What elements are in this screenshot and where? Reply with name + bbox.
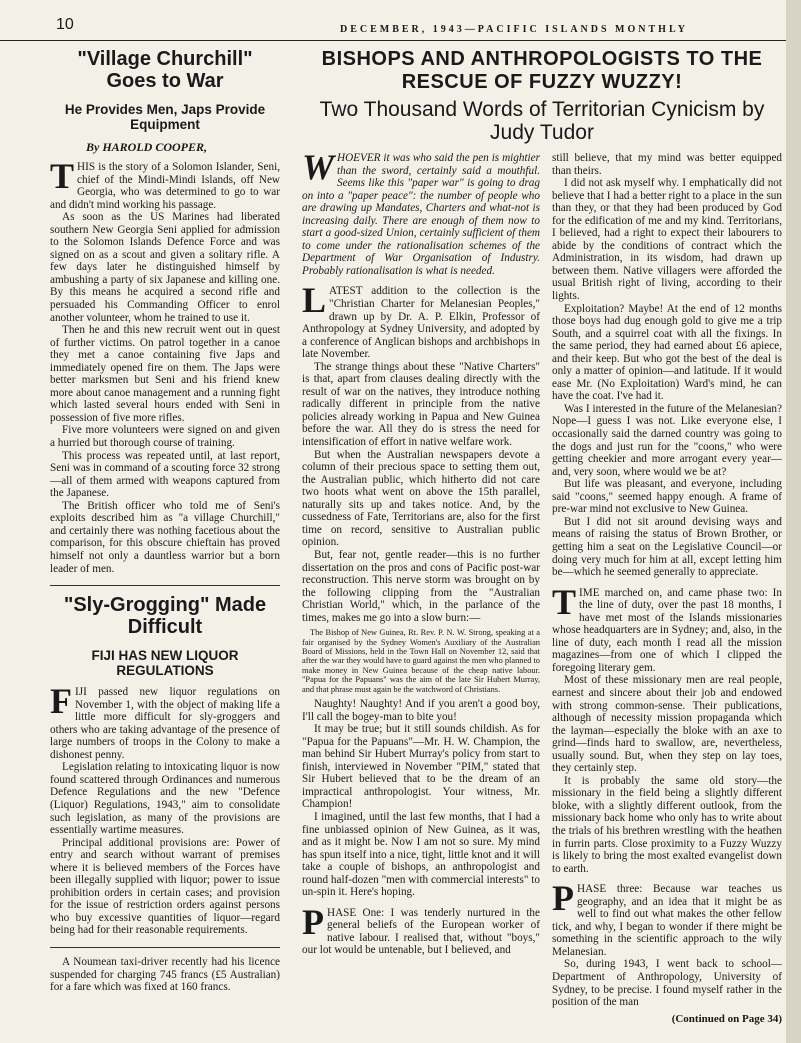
divider [50,585,280,586]
column-left [50,48,280,994]
paragraph: Exploitation? Maybe! At the end of 12 months those boys had dug enough gold to give me a trip South, and a squirrel coat with all the fixings. In the same period, they had earned about £6 apiece, and their keep. But who got the best of the deal is only a matter of opinion—and latitude. If it would ease Mr. (No Exploitation) Ward's mind, he can have the coat. I've had it. [552,302,782,403]
paragraph: But I did not sit around devising ways and means of raising the status of Brown Brother, or getting him a seat on the Legislative Council—or doing very much for him at all, except letting him be—which he seemed generally to appreciate. [552,515,782,579]
running-title: DECEMBER, 1943—PACIFIC ISLANDS MONTHLY [340,24,688,35]
paragraph: The strange things about these "Native Charters" is that, apart from clauses dealing directly with the result of war on the natives, they introduce nothing radically different in principle from the native policies already working in Papua and New Guinea before the war. All they do is stress the need for intensification of effort in native welfare work. [302,360,540,449]
article-title-sly-grogging: "Sly-Grogging" Made Difficult [63,594,267,639]
paragraph: This process was repeated until, at last report, Seni was in command of a scouting force 32 strong—all of them armed with weapons captured from the Japanese. [50,449,280,500]
article-title-village-churchill: "Village Churchill" Goes to War [77,48,253,92]
paragraph: PHASE three: Because war teaches us geography, and an idea that it might be as well to find out what makes the other fellow tick, and why, I began to wonder if there might be something in the scientific approach to the wily Melanesian. [552,878,782,958]
paragraph: Legislation relating to intoxicating liquor is now found scattered through Ordinances and numerous Defence Regulations and the new "Defence (Liquor) Regulations, 1943," aim to consolidate such legislation, as many of the provisions are essentially wartime measures. [50,761,280,837]
headline-title: BISHOPS AND ANTHROPOLOGISTS TO THE RESCUE OF FUZZY WUZZY! [321,48,763,93]
paragraph: I did not ask myself why. I emphatically did not believe that I had a better right to a place in the sun than they, or that they had been produced by God for the edification of me and my kind. Territorians, I believed, had a right to expect their labourers to abide by the conditions of contract which the Administration, in its wisdom, had drawn up between them. Native villagers were afforded the usual British right of living, according to their lights. [552,177,782,303]
paragraph: So, during 1943, I went back to school—Department of Anthropology, University of Sydney, to be precise. I found myself rather in the position of the man [552,958,782,1009]
paragraph: The British officer who told me of Seni's exploits described him as "a village Churchill," and certainly there was nothing facetious about the comparison, for this obscure chieftain has proved himself not only a dauntless warrior but a born leader of men. [50,499,280,575]
paragraph: PHASE One: I was tenderly nurtured in the general beliefs of the European worker of native labour. I realised that, without "boys," our lot would be untenable, but I believed, and [302,901,540,957]
headline-subtitle: Two Thousand Words of Territorian Cynicism by Judy Tudor [319,98,765,144]
paragraph: But, fear not, gentle reader—this is no further dissertation on the pros and cons of Pacific post-war reconstruction. This nerve storm was brought on by the following clipping from the "Australian Christian World," which, in the parlance of the times, makes me go into a slow burn:— [302,548,540,624]
column-right [552,152,782,1025]
page-header [0,14,801,41]
paragraph: THIS is the story of a Solomon Islander, Seni, chief of the Mindi-Mindi Islands, off New Georgia, who was determined to go to war and didn't mind working his passage. [50,156,280,211]
paragraph: But when the Australian newspapers devote a column of their precious space to setting them out, the Australian public, which hitherto did not care two hoots what went on above the 15th parallel, naturally sits up and takes notice. And, by the cussedness of Fate, Territorians are, also for the first time on record, sensitive to Australian public opinion. [302,448,540,549]
paragraph: LATEST addition to the collection is the "Christian Charter for Melanesian Peoples," drawn up by Dr. A. P. Elkin, Professor of Anthropology at Sydney University, and adopted by a conference of Anglican bishops and archbishops in late November. [302,280,540,361]
continued-note: (Continued on Page 34) [671,1012,782,1025]
clipping: The Bishop of New Guinea, Rt. Rev. P. N. W. Strong, speaking at a fair organised by the Sydney Women's Auxiliary of the Australian Board of Missions, held in the Town Hall on November 12, said that after the war they would have to guard against the men who planned to make money in New Guinea because of the cheap native labour. "Papua for the Papuans" was the aim of the late Sir Hubert Murray, and that phrase must again be the watchword of Christians. [302,628,540,694]
paragraph: I imagined, until the last few months, that I had a fine unbiassed opinion of New Guinea, as it was, and as it might be. Now I am not so sure. My mind has spun itself into a nice, tight, little knot and it will take a couple of bishops, an anthropologist and round half-dozen "men with commercial interests" to un-spin it. Here's hoping. [302,811,540,899]
paragraph: Naughty! Naughty! And if you aren't a good boy, I'll call the bogey-man to bite you! [302,698,540,723]
paragraph: Most of these missionary men are real people, earnest and sincere about their job and endowed with strong common-sense. Their publications, although of necessity mission propaganda which the layman—especially the bloke with an axe to grind—finds hard to swallow, are, nevertheless, usually sound. But, when they step on lay toes, they certainly step. [552,674,782,775]
paragraph: Was I interested in the future of the Melanesian? Nope—I guess I was not. Like everyone else, I occasionally said the darned country was going to the dogs and just run for the "coons," who were getting cheekier and more arrogant every year—and, very soon, where would we be at? [552,402,782,478]
paragraph: still believe, that my mind was better equipped than theirs. [552,152,782,177]
paragraph: It is probably the same old story—the missionary in the field being a slightly different bloke, with a slightly different outlook, from the missionary back home who only has to write about the trials of his brethren wrestling with the heathen in furrin parts. Close proximity to a Fuzzy Wuzzy is likely to bring the most exalted evangelist down to earth. [552,774,782,875]
page-edge [786,0,801,1043]
paragraph: TIME marched on, and came phase two: In the line of duty, over the past 18 months, I have met most of the Islands missionaries whose headquarters are in Sydney; and, also, in the line of duty, each month I read all the mission magazines—from one of which I clipped the foregoing literary gem. [552,581,782,674]
column-middle [302,147,540,957]
paragraph: As soon as the US Marines had liberated southern New Georgia Seni applied for admission to the Solomon Islands Defence Force and was signed on as a scout and given a solitary rifle. A few days later he distinguished himself by ambushing a party of six Japanese and killing one. By this means he acquired a second rifle and persuaded his Commanding Officer to enrol another volunteer, whom he trained to use it. [50,211,280,324]
headline-block [302,48,782,144]
divider [50,947,280,948]
paragraph: FIJI passed new liquor regulations on November 1, with the object of making life a little more difficult for sly-groggers and others who are taking advantage of the presence of large numbers of troops in the Colony to make a dishonest penny. [50,681,280,761]
paragraph: It may be true; but it still sounds childish. As for "Papua for the Papuans"—Mr. H. W. Champion, the man behind Sir Hubert Murray's policy from start to finish, interviewed in November "PIM," stated that Sir Hubert believed that to be the dream of an impractical anthropologist. Your witness, Mr. Champion! [302,723,540,811]
paragraph: Then he and this new recruit went out in quest of further victims. On patrol together in a canoe they met a canoe containing five Japs and immediately opened fire on them. The Japs were better marksmen but Seni and his friend knew more about canoe management and a running fight which lasted several hours ended with Seni in possession of five more rifles. [50,324,280,424]
page-number: 10 [56,16,74,33]
paragraph: But life was pleasant, and everyone, including said "coons," seemed happy enough. A frame of pre-war mind not exclusive to New Guinea. [552,478,782,516]
article-subtitle-village-churchill: He Provides Men, Japs Provide Equipment [64,102,266,132]
byline: By HAROLD COOPER, [86,140,208,154]
paragraph: Five more volunteers were signed on and given a hurried but thorough course of training. [50,424,280,450]
news-note: A Noumean taxi-driver recently had his licence suspended for charging 745 francs (£5 Australian) for a fare which was fixed at 160 francs. [50,955,280,994]
intro-paragraph: WHOEVER it was who said the pen is mightier than the sword, certainly said a mouthful. Seems like this "paper war" is going to drag on into a "paper peace": the number of people who are drawing up Mandates, Charters and what-not is increasing daily. There are enough of them now to start a good-sized Union, certainly sufficient of them to come under the rationalisation schemes of the Department of War Organisation of Industry. Probably rationalisation is what is needed. [302,147,540,277]
article-subtitle-sly-grogging: FIJI HAS NEW LIQUOR REGULATIONS [91,648,239,679]
paragraph: Principal additional provisions are: Power of entry and search without warrant of premises where it is believed members of the Forces have been illegally supplied with liquor; power to issue prohibition orders in certain cases; and provision for the issue of restriction orders against persons who buy excessive quantities of liquor—regard being had for their reasonable requirements. [50,836,280,937]
